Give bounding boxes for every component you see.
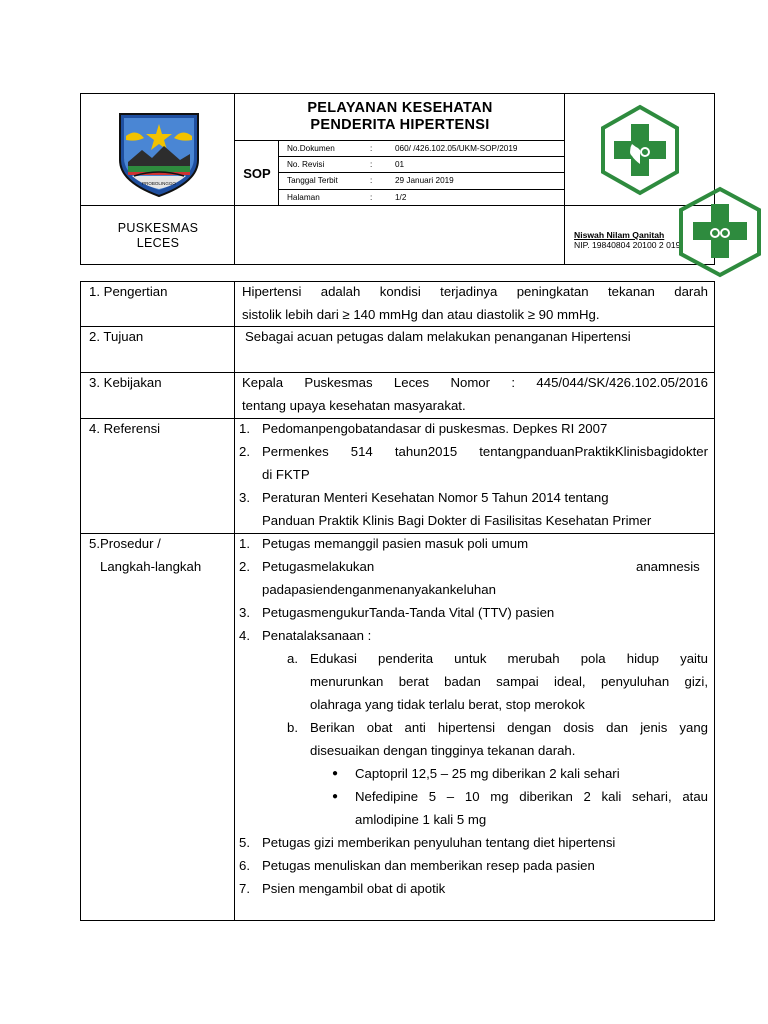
column-divider [234, 282, 235, 920]
meta-value: 01 [395, 160, 405, 169]
meta-separator: : [370, 176, 373, 185]
reference-item: Pedomanpengobatandasar di puskesmas. Depkes RI 2007 [262, 421, 608, 436]
step-number: 7. [239, 881, 250, 896]
step-number: 1. [239, 536, 250, 551]
meta-separator: : [370, 193, 373, 202]
meta-value: 060/ /426.102.05/UKM-SOP/2019 [395, 144, 518, 153]
substep-letter: a. [287, 651, 298, 666]
procedure-step: Psien mengambil obat di apotik [262, 881, 446, 896]
meta-row-issue-date [279, 173, 565, 188]
bullet-icon: ● [332, 791, 339, 802]
meta-value: 29 Januari 2019 [395, 176, 454, 185]
section-label-pengertian: 1. Pengertian [89, 284, 168, 299]
substep-letter: b. [287, 720, 298, 735]
medication-item: Captopril 12,5 – 25 mg diberikan 2 kali sehari [355, 766, 620, 781]
puskesmas-line: PUSKESMAS [117, 221, 199, 235]
procedure-table [80, 281, 715, 921]
step-number: 4. [239, 628, 250, 643]
meta-row-revision [279, 157, 565, 172]
bullet-icon: ● [332, 768, 339, 779]
procedure-step: Petugas gizi memberikan penyuluhan tentang diet hipertensi [262, 835, 616, 850]
meta-row-document-number [279, 141, 565, 156]
procedure-step: Petugas menuliskan dan memberikan resep pada pasien [262, 858, 595, 873]
meta-label: Halaman [287, 193, 320, 202]
meta-separator: : [370, 144, 373, 153]
procedure-step: Penatalaksanaan : [262, 628, 372, 643]
puskesmas-stamp-logo [672, 186, 768, 278]
procedure-step: Petugas memanggil pasien masuk poli umum [262, 536, 529, 551]
puskesmas-line: LECES [136, 236, 180, 250]
header-table [80, 93, 715, 265]
sop-label: SOP [243, 165, 271, 181]
reference-number: 3. [239, 490, 250, 505]
procedure-step: PetugasmengukurTanda-Tanda Vital (TTV) pasien [262, 605, 555, 620]
procedure-substep: Berikan obat anti hipertensi dengan dosis dan jenis yang [310, 720, 708, 735]
reference-item: Permenkes 514 tahun2015 tentangpanduanPraktikKlinisbagidokter [262, 444, 708, 459]
meta-label: No. Revisi [287, 160, 325, 169]
reference-number: 2. [239, 444, 250, 459]
title-line: PENDERITA HIPERTENSI [310, 117, 490, 133]
medication-item: amlodipine 1 kali 5 mg [355, 812, 487, 827]
meta-value: 1/2 [395, 193, 407, 202]
meta-separator: : [370, 160, 373, 169]
medication-item: Nefedipine 5 – 10 mg diberikan 2 kali sehari, atau [355, 789, 708, 804]
reference-item: Panduan Praktik Klinis Bagi Dokter di Fasilisitas Kesehatan Primer [262, 513, 652, 528]
step-number: 5. [239, 835, 250, 850]
meta-row-page [279, 190, 565, 205]
signer-name: Niswah Nilam Qanitah [574, 230, 665, 240]
section-label-prosedur: 5.Prosedur / [89, 536, 161, 551]
procedure-step: padapasiendenganmenanyakankeluhan [262, 582, 496, 597]
meta-label: Tanggal Terbit [287, 176, 338, 185]
procedure-substep: menurunkan berat badan sampai ideal, penyuluhan gizi, [310, 674, 708, 689]
section-label-prosedur: Langkah-langkah [100, 559, 202, 574]
reference-number: 1. [239, 421, 250, 436]
step-number: 2. [239, 559, 250, 574]
title-line: PELAYANAN KESEHATAN [307, 100, 493, 116]
kebijakan-line: tentang upaya kesehatan masyarakat. [242, 398, 466, 413]
pengertian-line: sistolik lebih dari ≥ 140 mmHg dan atau diastolik ≥ 90 mmHg. [242, 307, 600, 322]
step-number: 3. [239, 605, 250, 620]
reference-item: di FKTP [262, 467, 310, 482]
procedure-step: Petugasmelakukan [262, 559, 375, 574]
procedure-substep: Edukasi penderita untuk merubah pola hidup yaitu [310, 651, 708, 666]
svg-text:PROBOLINGGO: PROBOLINGGO [142, 181, 176, 186]
tujuan-text: Sebagai acuan petugas dalam melakukan penanganan Hipertensi [245, 329, 631, 344]
puskesmas-logo [594, 104, 686, 196]
regional-emblem-logo [114, 110, 204, 200]
reference-item: Peraturan Menteri Kesehatan Nomor 5 Tahun 2014 tentang [262, 490, 609, 505]
pengertian-line: Hipertensi adalah kondisi terjadinya peningkatan tekanan darah [242, 284, 708, 299]
document-title [235, 100, 565, 134]
procedure-substep: disesuaikan dengan tingginya tekanan darah. [310, 743, 576, 758]
step-number: 6. [239, 858, 250, 873]
kebijakan-line: Kepala Puskesmas Leces Nomor : 445/044/SK/426.102.05/2016 [242, 375, 708, 390]
procedure-substep: olahraga yang tidak terlalu berat, stop merokok [310, 697, 585, 712]
section-label-referensi: 4. Referensi [89, 421, 161, 436]
meta-label: No.Dokumen [287, 144, 335, 153]
section-label-tujuan: 2. Tujuan [89, 329, 144, 344]
signer-nip: NIP. 19840804 20100 2 019 [574, 240, 681, 250]
puskesmas-name [81, 206, 235, 266]
procedure-step: anamnesis [636, 559, 700, 574]
section-label-kebijakan: 3. Kebijakan [89, 375, 162, 390]
